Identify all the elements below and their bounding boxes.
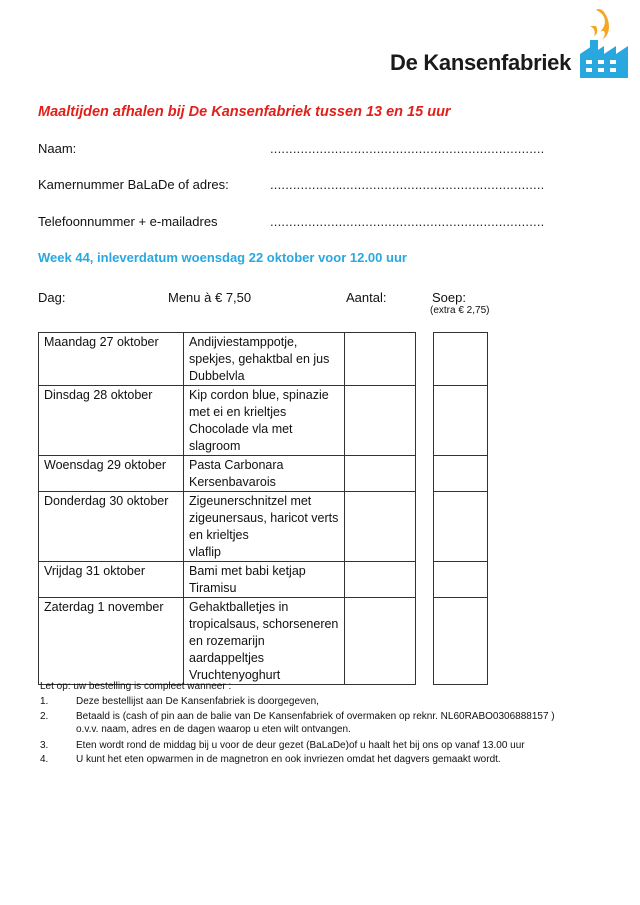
soup-extra-price: (extra € 2,75) — [430, 305, 490, 316]
soup-quantity-input[interactable] — [433, 597, 488, 685]
day-cell: Dinsdag 28 oktober — [39, 386, 184, 456]
contact-label: Telefoonnummer + e-mailadres — [38, 214, 218, 229]
quantity-input[interactable] — [345, 386, 416, 456]
quantity-input[interactable] — [345, 333, 416, 386]
contact-field[interactable]: ........................................................................ — [270, 214, 545, 229]
meal-cell: Andijviestamppotje, spekjes, gehaktbal en jus Dubbelvla — [184, 333, 345, 386]
quantity-column-header: Aantal: — [346, 290, 387, 305]
quantity-input[interactable] — [345, 562, 416, 598]
day-column-header: Dag: — [38, 290, 66, 305]
soup-quantity-input[interactable] — [433, 491, 488, 562]
note-text: Deze bestellijst aan De Kansenfabriek is doorgegeven, — [76, 696, 319, 707]
note-number: 2. — [40, 711, 49, 722]
table-row — [39, 562, 416, 598]
address-field[interactable]: ........................................................................ — [270, 177, 545, 192]
note-text: Eten wordt rond de middag bij u voor de deur gezet (BaLaDe)of u haalt het bij ons op vanaf 13.00 uur — [76, 740, 525, 751]
day-cell: Donderdag 30 oktober — [39, 492, 184, 562]
soup-quantity-input[interactable] — [433, 455, 488, 492]
soup-column-header: Soep: — [432, 290, 466, 305]
note-number: 4. — [40, 754, 49, 765]
note-text: Betaald is (cash of pin aan de balie van De Kansenfabriek of overmaken op reknr. NL60RABO0306888157 ) — [76, 711, 555, 722]
name-field[interactable]: ........................................................................ — [270, 141, 545, 156]
meal-cell: Bami met babi ketjap Tiramisu — [184, 562, 345, 598]
note-text: U kunt het eten opwarmen in de magnetron en ook invriezen omdat het dagvers gemaakt wordt. — [76, 754, 501, 765]
day-cell: Maandag 27 oktober — [39, 333, 184, 386]
table-row — [39, 386, 416, 456]
note-text: o.v.v. naam, adres en de dagen waarop u eten wilt ontvangen. — [76, 724, 351, 735]
quantity-input[interactable] — [345, 456, 416, 492]
day-cell: Zaterdag 1 november — [39, 598, 184, 685]
menu-table — [38, 332, 416, 685]
meal-cell: Kip cordon blue, spinazie met ei en krieltjes Chocolade vla met slagroom — [184, 386, 345, 456]
notes-intro: Let op: uw bestelling is compleet wanneer : — [40, 681, 232, 692]
quantity-input[interactable] — [345, 598, 416, 685]
meal-cell: Zigeunerschnitzel met zigeunersaus, haricot verts en krieltjes vlaflip — [184, 492, 345, 562]
note-number: 3. — [40, 740, 49, 751]
day-cell: Woensdag 29 oktober — [39, 456, 184, 492]
menu-column-header: Menu à € 7,50 — [168, 290, 252, 305]
logo-text: De Kansenfabriek — [390, 50, 572, 75]
quantity-input[interactable] — [345, 492, 416, 562]
table-row — [39, 492, 416, 562]
meal-cell: Gehaktballetjes in tropicalsaus, schorseneren en rozemarijn aardappeltjes Vruchtenyoghurt — [184, 598, 345, 685]
day-cell: Vrijdag 31 oktober — [39, 562, 184, 598]
soup-quantity-input[interactable] — [433, 561, 488, 598]
table-row — [39, 333, 416, 386]
name-label: Naam: — [38, 141, 77, 156]
note-number: 1. — [40, 696, 49, 707]
table-row — [39, 598, 416, 685]
soup-quantity-input[interactable] — [433, 385, 488, 456]
week-deadline: Week 44, inleverdatum woensdag 22 oktober voor 12.00 uur — [38, 250, 407, 265]
address-label: Kamernummer BaLaDe of adres: — [38, 177, 229, 192]
factory-flame-logo-icon — [576, 4, 636, 78]
page-title: Maaltijden afhalen bij De Kansenfabriek tussen 13 en 15 uur — [38, 104, 451, 120]
soup-quantity-input[interactable] — [433, 332, 488, 386]
meal-cell: Pasta Carbonara Kersenbavarois — [184, 456, 345, 492]
table-row — [39, 456, 416, 492]
